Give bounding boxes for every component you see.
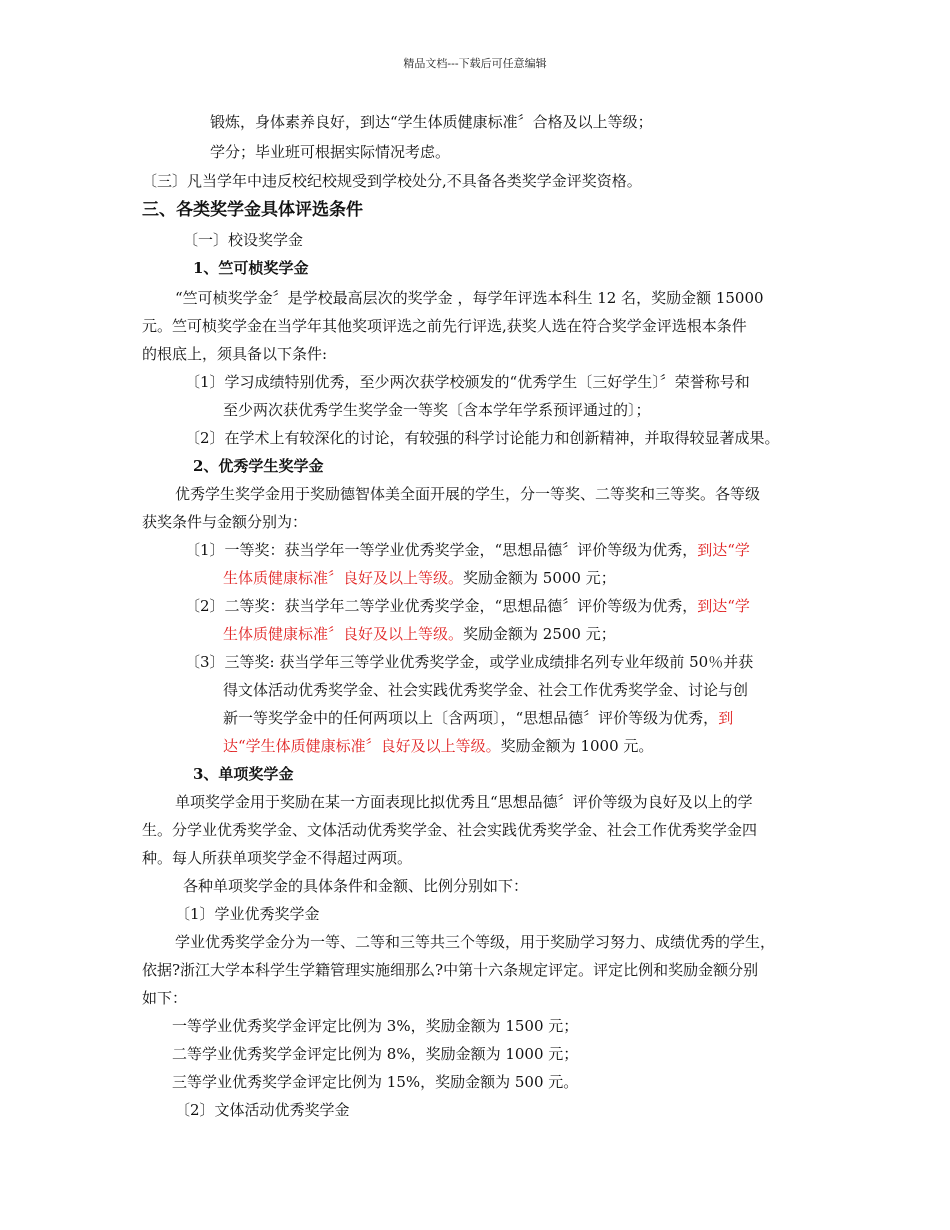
body-line: 的根底上，须具备以下条件: (142, 345, 328, 363)
list-item (223, 624, 616, 644)
list-item-text: 奖励金额为 1000 元。 (500, 737, 654, 755)
item-heading: 1、竺可桢奖学金 (193, 259, 309, 277)
body-line: 单项奖学金用于奖励在某一方面表现比拟优秀且“思想品德〞评价等级为良好及以上的学 (175, 793, 753, 811)
body-line: 一等学业优秀奖学金评定比例为 3%，奖励金额为 1500 元； (172, 1017, 579, 1035)
body-line: 如下： (142, 989, 188, 1007)
list-item: 〔3〕三等奖: 获当学年三等学业优秀奖学金，或学业成绩排名列专业年级前 50％并获 (185, 653, 754, 671)
body-line: 种。每人所获单项奖学金不得超过两项。 (142, 849, 413, 867)
highlight-text: 到达“学 (697, 597, 750, 615)
list-item: 〔1〕学习成绩特别优秀，至少两次获学校颁发的“优秀学生〔三好学生〕〞荣誉称号和 (185, 373, 750, 391)
highlight-text: 生体质健康标准〞良好及以上等级。 (223, 625, 464, 643)
page-header: 精品文档---下载后可任意编辑 (403, 57, 547, 70)
body-line: 〔三〕凡当学年中违反校纪校规受到学校处分,不具备各类奖学金评奖资格。 (142, 172, 642, 190)
body-line: 学分；毕业班可根据实际情况考虑。 (210, 143, 451, 161)
list-item-text: 奖励金额为 2500 元； (463, 625, 616, 643)
list-item (185, 596, 750, 616)
list-item: 得文体活动优秀奖学金、社会实践优秀奖学金、社会工作优秀奖学金、讨论与创 (223, 681, 749, 699)
subsection-title: 〔1〕学业优秀奖学金 (175, 905, 320, 923)
highlight-text: 到 (718, 709, 734, 727)
body-line: “竺可桢奖学金〞是学校最高层次的奖学金 ，每学年评选本科生 12 名，奖励金额 15000 (175, 289, 764, 307)
list-item (185, 540, 750, 560)
body-line: 生。分学业优秀奖学金、文体活动优秀奖学金、社会实践优秀奖学金、社会工作优秀奖学金四 (142, 821, 758, 839)
list-item: 至少两次获优秀学生奖学金一等奖〔含本学年学系预评通过的〕； (223, 401, 651, 419)
body-line: 依据?浙江大学本科学生学籍管理实施细那么?中第十六条规定评定。评定比例和奖励金额分别 (142, 961, 759, 979)
highlight-text: 达“学生体质健康标准〞良好及以上等级。 (223, 737, 501, 755)
list-item-text: 〔2〕二等奖：获当学年二等学业优秀奖学金，“思想品德〞评价等级为优秀， (185, 597, 698, 615)
body-line: 获奖条件与金额分别为： (142, 513, 308, 531)
section-heading: 三、各类奖学金具体评选条件 (142, 200, 363, 220)
body-line: 三等学业优秀奖学金评定比例为 15%，奖励金额为 500 元。 (172, 1073, 579, 1091)
subsection-title: 〔一〕校设奖学金 (183, 231, 304, 249)
body-line: 优秀学生奖学金用于奖励德智体美全面开展的学生，分一等奖、二等奖和三等奖。各等级 (175, 485, 761, 503)
highlight-text: 生体质健康标准〞良好及以上等级。 (223, 569, 464, 587)
item-heading: 3、单项奖学金 (193, 765, 294, 783)
list-item-text: 〔1〕一等奖：获当学年一等学业优秀奖学金，“思想品德〞评价等级为优秀， (185, 541, 698, 559)
body-line: 元。竺可桢奖学金在当学年其他奖项评选之前先行评选,获奖人选在符合奖学金评选根本条件 (142, 317, 747, 335)
list-item-text: 奖励金额为 5000 元； (463, 569, 616, 587)
list-item-text: 新一等奖学金中的任何两项以上〔含两项〕，“思想品德〞评价等级为优秀， (223, 709, 719, 727)
subsection-title: 〔2〕文体活动优秀奖学金 (175, 1101, 350, 1119)
list-item: 〔2〕在学术上有较深化的讨论，有较强的科学讨论能力和创新精神，并取得较显著成果。 (185, 429, 780, 447)
item-heading: 2、优秀学生奖学金 (193, 457, 324, 475)
body-line: 锻炼，身体素养良好，到达“学生体质健康标准〞合格及以上等级； (210, 113, 653, 131)
body-line: 二等学业优秀奖学金评定比例为 8%，奖励金额为 1000 元； (172, 1045, 579, 1063)
list-item (223, 708, 733, 728)
body-line: 学业优秀奖学金分为一等、二等和三等共三个等级，用于奖励学习努力、成绩优秀的学生， (175, 933, 776, 951)
highlight-text: 到达“学 (697, 541, 750, 559)
list-item (223, 568, 616, 588)
list-item (223, 736, 653, 756)
body-line: 各种单项奖学金的具体条件和金额、比例分别如下： (183, 877, 529, 895)
